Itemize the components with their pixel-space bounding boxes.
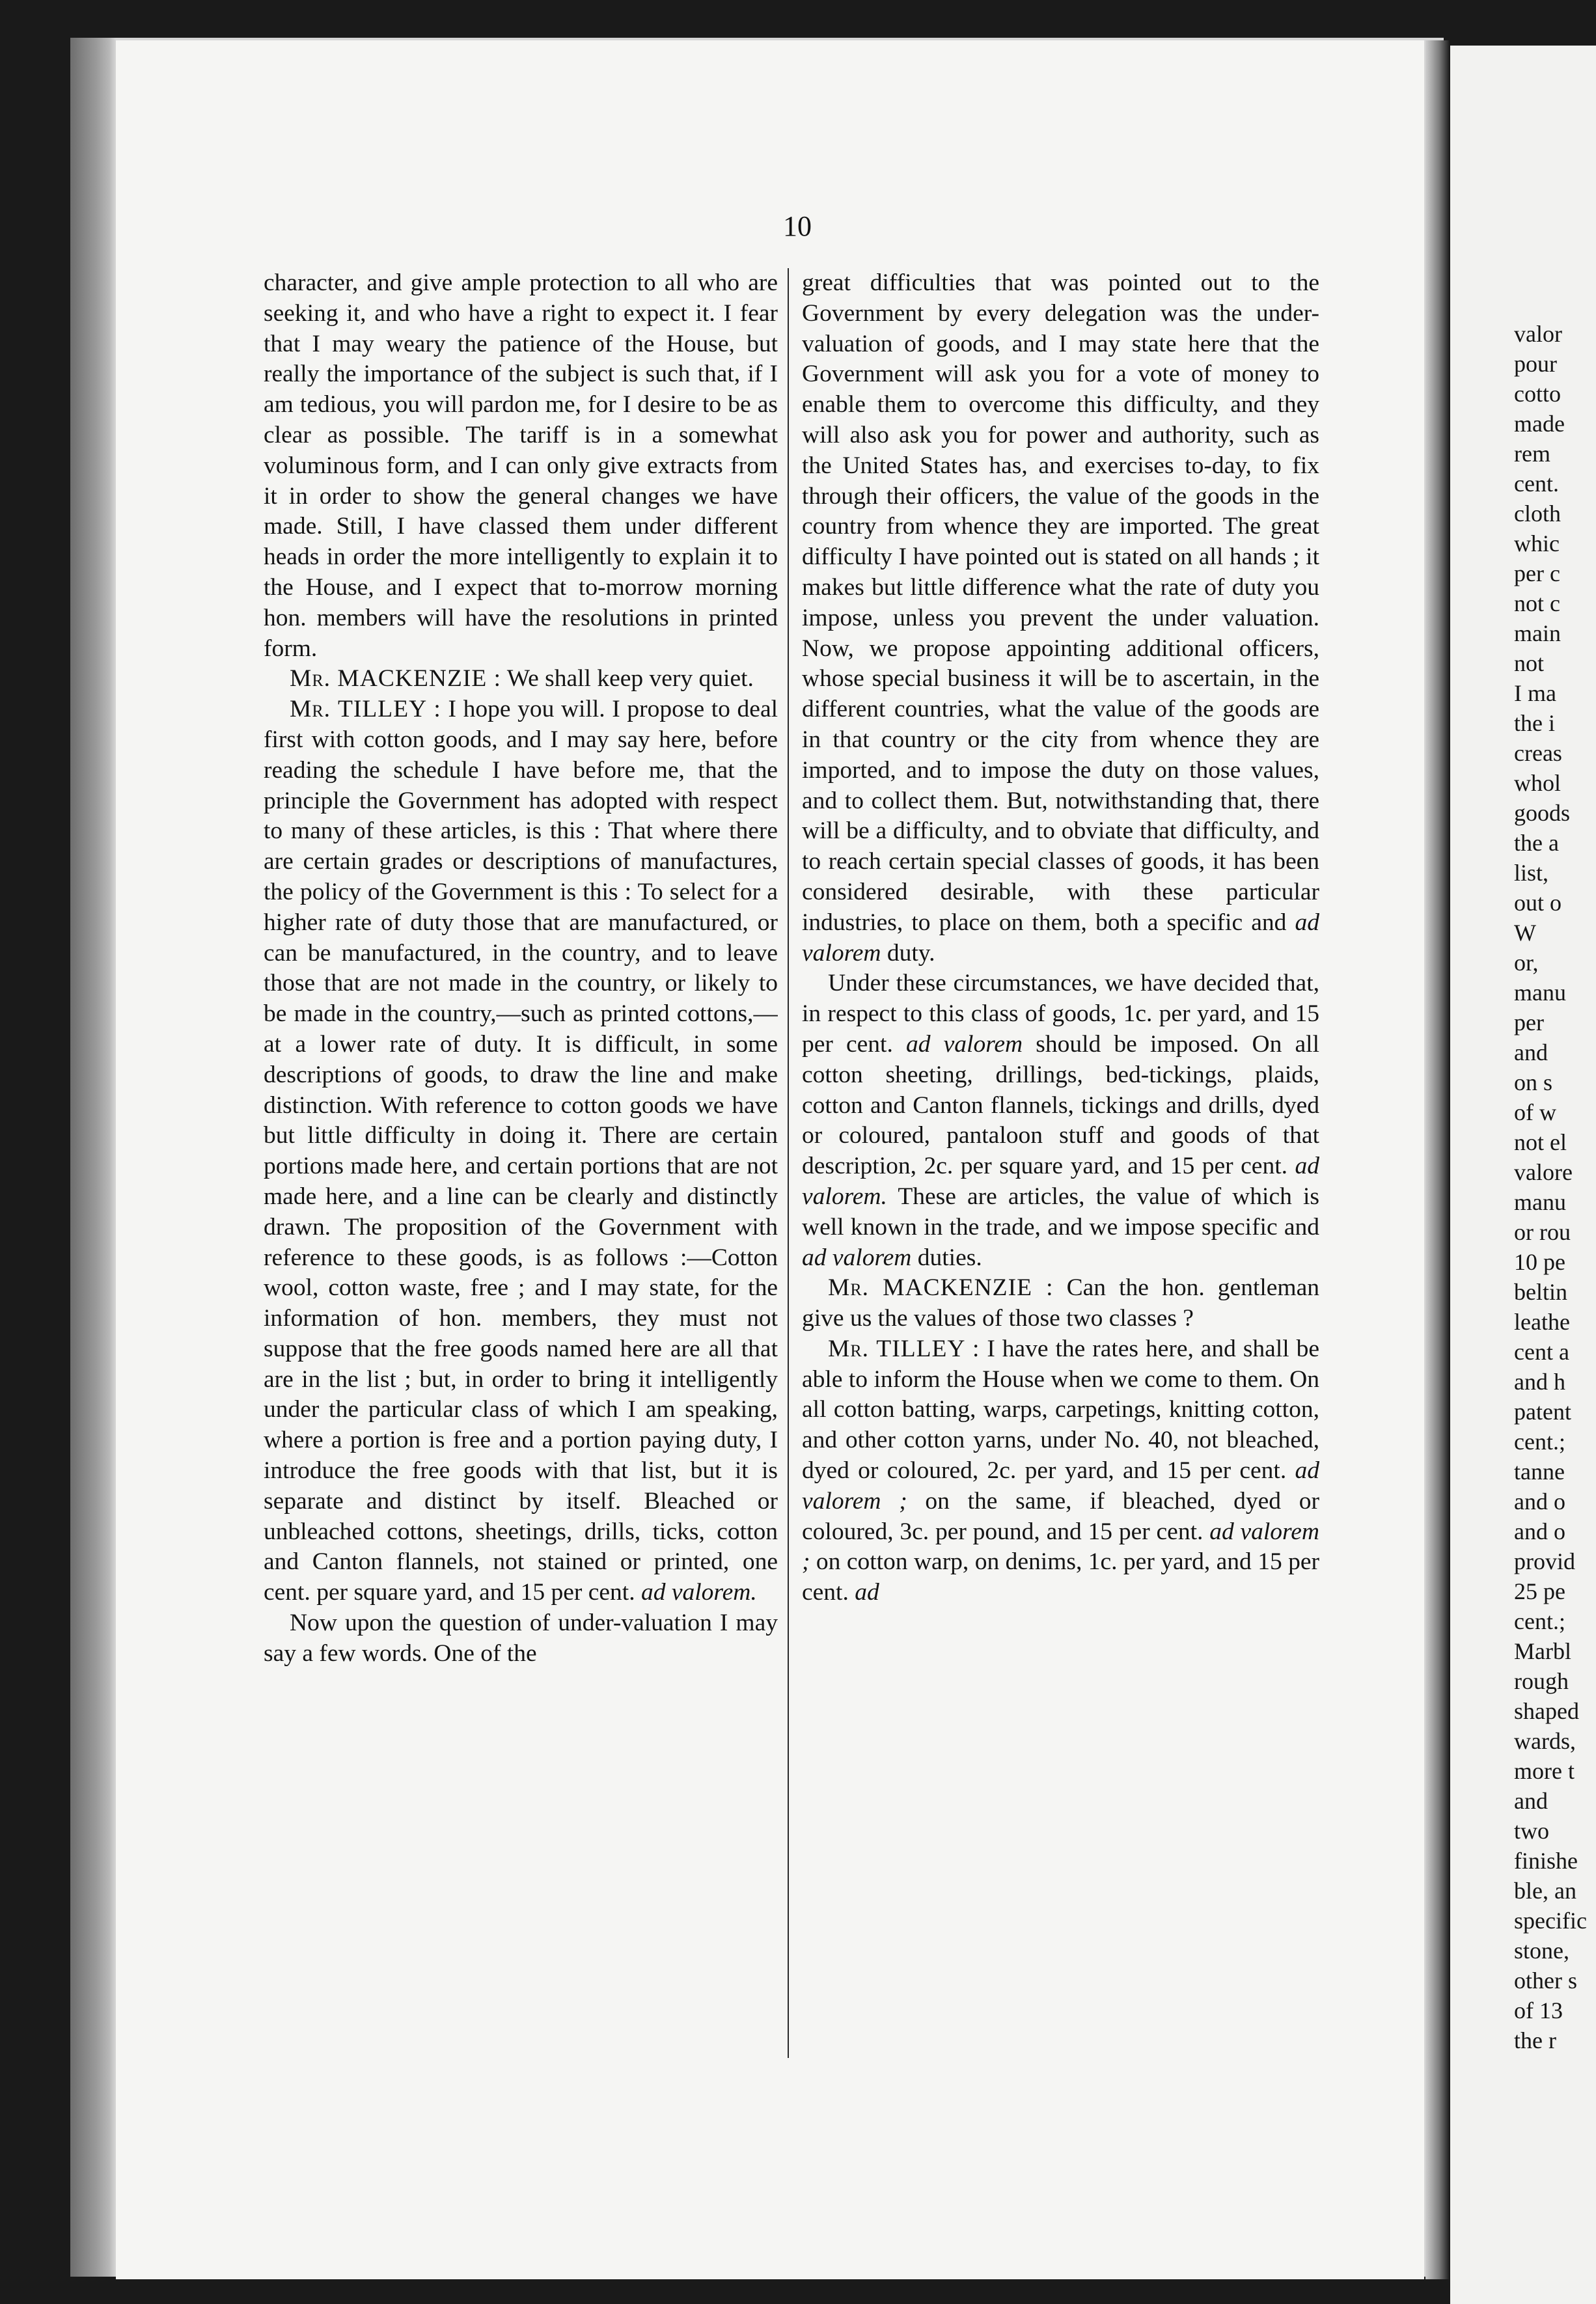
- facing-page-line: cent.;: [1514, 1429, 1565, 1455]
- facing-page-line: or,: [1514, 950, 1539, 976]
- facing-page-line: valore: [1514, 1159, 1573, 1185]
- speaker-name: Mr. MACKENZIE :: [290, 665, 502, 693]
- facing-page-line: rem: [1514, 441, 1550, 467]
- paragraph: character, and give ample protection to all who are seeking it, and who have a right to expect it. I fear that I may weary the patience of the House, but really the importance of the subject is such that, if I am tedious, you will pardon me, for I desire to be as clear as possible. The tariff is in a somewhat voluminous form, and I can only give extracts from it in order to show the general changes we have made. Still, I have classed them under different heads in order the more intelligently to explain it to the House, and I expect that to-morrow morning hon. members will have the resolutions in printed form.: [264, 269, 778, 662]
- facing-page-line: or rou: [1514, 1219, 1571, 1245]
- paragraph: great difficulties that was pointed out to the Government by every delegation was the under-valuation of goods, and I may state here that the Government will ask you for a vote of money to enable them to overcome this difficulty, and they will also ask you for power and authority, such as the United States has, and exercises to-day, to fix through their officers, the value of the goods in the country from whence they are imported. The great difficulty I have pointed out is stated on all hands ; it makes but little difference what the rate of duty you impose, unless you prevent the under valuation. Now, we propose appointing additional officers, whose special business it will be to ascertain, in the different countries, what the value of the goods are in that country or the city from whence they are imported, and to impose the duty on those values, and to collect them. But, notwithstanding that, there will be a difficulty, and to obviate that difficulty, and to reach certain special classes of goods, it has been considered desirable, with these particular industries, to place on them, both a specific and ad valorem duty.: [802, 269, 1319, 967]
- left-column: [264, 268, 778, 2078]
- facing-page-line: cotto: [1514, 381, 1561, 407]
- page-number: 10: [783, 210, 812, 242]
- facing-page-line: patent: [1514, 1399, 1571, 1425]
- facing-page-line: and o: [1514, 1488, 1565, 1515]
- facing-page-line: shaped: [1514, 1698, 1579, 1724]
- paragraph: Under these circumstances, we have decided that, in respect to this class of goods, 1c. per yard, and 15 per cent. ad valorem should be imposed. On all cotton sheeting, drillings, bed-tickings, plaids, cotton and Canton flannels, tickings and drills, dyed or coloured, pantaloon stuff and goods of that description, 2c. per square yard, and 15 per cent. ad valorem. These are articles, the value of which is well known in the trade, and we impose specific and ad valorem duties.: [802, 970, 1319, 1271]
- facing-page-line: of w: [1514, 1099, 1556, 1125]
- facing-page-line: not c: [1514, 590, 1560, 616]
- facing-page-line: ble, an: [1514, 1878, 1576, 1904]
- facing-page-line: stone,: [1514, 1938, 1569, 1964]
- facing-page-line: 25 pe: [1514, 1578, 1565, 1604]
- facing-page-line: Marbl: [1514, 1638, 1571, 1664]
- facing-page-line: manu: [1514, 980, 1566, 1006]
- facing-page-line: made: [1514, 411, 1565, 437]
- facing-page-line: tanne: [1514, 1459, 1565, 1485]
- facing-page-line: not el: [1514, 1129, 1567, 1155]
- facing-page-line: list,: [1514, 860, 1549, 886]
- facing-page-line: whol: [1514, 770, 1561, 796]
- facing-page-line: cent.;: [1514, 1608, 1565, 1634]
- facing-page-line: on s: [1514, 1069, 1553, 1095]
- facing-page-line: specific: [1514, 1908, 1587, 1934]
- facing-page-line: W: [1514, 920, 1536, 946]
- facing-page-line: 10 pe: [1514, 1249, 1565, 1275]
- facing-page-line: provid: [1514, 1548, 1575, 1574]
- facing-page-line: of 13: [1514, 1997, 1563, 2023]
- column-rule: [788, 268, 789, 2058]
- facing-page-line: creas: [1514, 740, 1562, 766]
- speaker-name: Mr. TILLEY :: [290, 696, 441, 723]
- facing-page-line: finishe: [1514, 1848, 1578, 1874]
- facing-page-line: other s: [1514, 1968, 1577, 1994]
- paragraph: Mr. MACKENZIE : Can the hon. gentleman give us the values of those two classes ?: [802, 1274, 1319, 1332]
- facing-page-line: and: [1514, 1039, 1548, 1065]
- paragraph: Now upon the question of under-valuation I may say a few words. One of the: [264, 1610, 778, 1667]
- facing-page-line: wards,: [1514, 1728, 1576, 1754]
- paragraph: Mr. TILLEY : I have the rates here, and shall be able to inform the House when we come to them. On all cotton batting, warps, carpetings, knitting cotton, and other cotton yarns, under No. 40, not bleached, dyed or coloured, 2c. per yard, and 15 per cent. ad valorem ; on the same, if bleached, dyed or coloured, 3c. per pound, and 15 per cent. ad valorem ; on cotton warp, on denims, 1c. per yard, and 15 per cent. ad: [802, 1335, 1319, 1606]
- paragraph: Mr. MACKENZIE : We shall keep very quiet.: [290, 665, 754, 693]
- facing-page-line: manu: [1514, 1189, 1566, 1215]
- paragraph: Mr. TILLEY : I hope you will. I propose to deal first with cotton goods, and I may say here, before reading the schedule I have before me, that the principle the Government has adopted with respect to many of these articles, is this : That where there are certain grades or descriptions of manufactures, the policy of the Government is this : To select for a higher rate of duty those that are manufactured, or can be manufactured, in the country, and to leave those that are not made in the country, or likely to be made in the country,—such as printed cottons,—at a lower rate of duty. It is difficult, in some descriptions of goods, to draw the line and make distinction. With reference to cotton goods we have but little difficulty in doing it. There are certain portions made here, and certain portions that are not made here, and a line can be clearly and distinctly drawn. The proposition of the Government with reference to these goods, is as follows :—Cotton wool, cotton waste, free ; and I may state, for the information of hon. members, they must not suppose that the free goods named here are all that are in the list ; but, in order to bring it intelligently under the particular class of which I am speaking, where a portion is free and a portion paying duty, I introduce the free goods with that list, but it is separate and distinct by itself. Bleached or unbleached cottons, sheetings, drills, ticks, cotton and Canton flannels, not stained or printed, one cent. per square yard, and 15 per cent. ad valorem.: [264, 696, 778, 1606]
- speaker-name: Mr. TILLEY :: [828, 1335, 980, 1362]
- facing-page-line: and h: [1514, 1369, 1565, 1395]
- facing-page-line: not: [1514, 650, 1545, 676]
- facing-page-line: the i: [1514, 710, 1555, 736]
- facing-page-line: per c: [1514, 560, 1560, 586]
- facing-page-line: I ma: [1514, 680, 1556, 706]
- facing-page-line: cloth: [1514, 501, 1561, 527]
- facing-page-line: the r: [1514, 2027, 1556, 2053]
- facing-page-text-fragment: [1514, 319, 1596, 2055]
- facing-page-line: main: [1514, 620, 1561, 646]
- facing-page-line: beltin: [1514, 1279, 1567, 1305]
- facing-page-line: and: [1514, 1788, 1548, 1814]
- facing-page-line: per: [1514, 1009, 1544, 1035]
- facing-page-line: and o: [1514, 1518, 1565, 1544]
- facing-page-line: two: [1514, 1818, 1549, 1844]
- facing-page-line: the a: [1514, 830, 1559, 856]
- facing-page-line: out o: [1514, 890, 1562, 916]
- facing-page-line: leathe: [1514, 1309, 1570, 1335]
- speaker-name: Mr. MACKENZIE :: [828, 1274, 1054, 1302]
- facing-page-line: cent a: [1514, 1339, 1569, 1365]
- facing-page-line: cent.: [1514, 471, 1559, 497]
- facing-page-line: rough: [1514, 1668, 1569, 1694]
- facing-page-line: goods: [1514, 800, 1571, 826]
- right-column: [802, 268, 1319, 2078]
- page-gutter: [1425, 40, 1449, 2279]
- facing-page-line: more t: [1514, 1758, 1575, 1784]
- facing-page-line: valor: [1514, 321, 1562, 347]
- facing-page-line: whic: [1514, 530, 1560, 556]
- facing-page-line: pour: [1514, 351, 1557, 377]
